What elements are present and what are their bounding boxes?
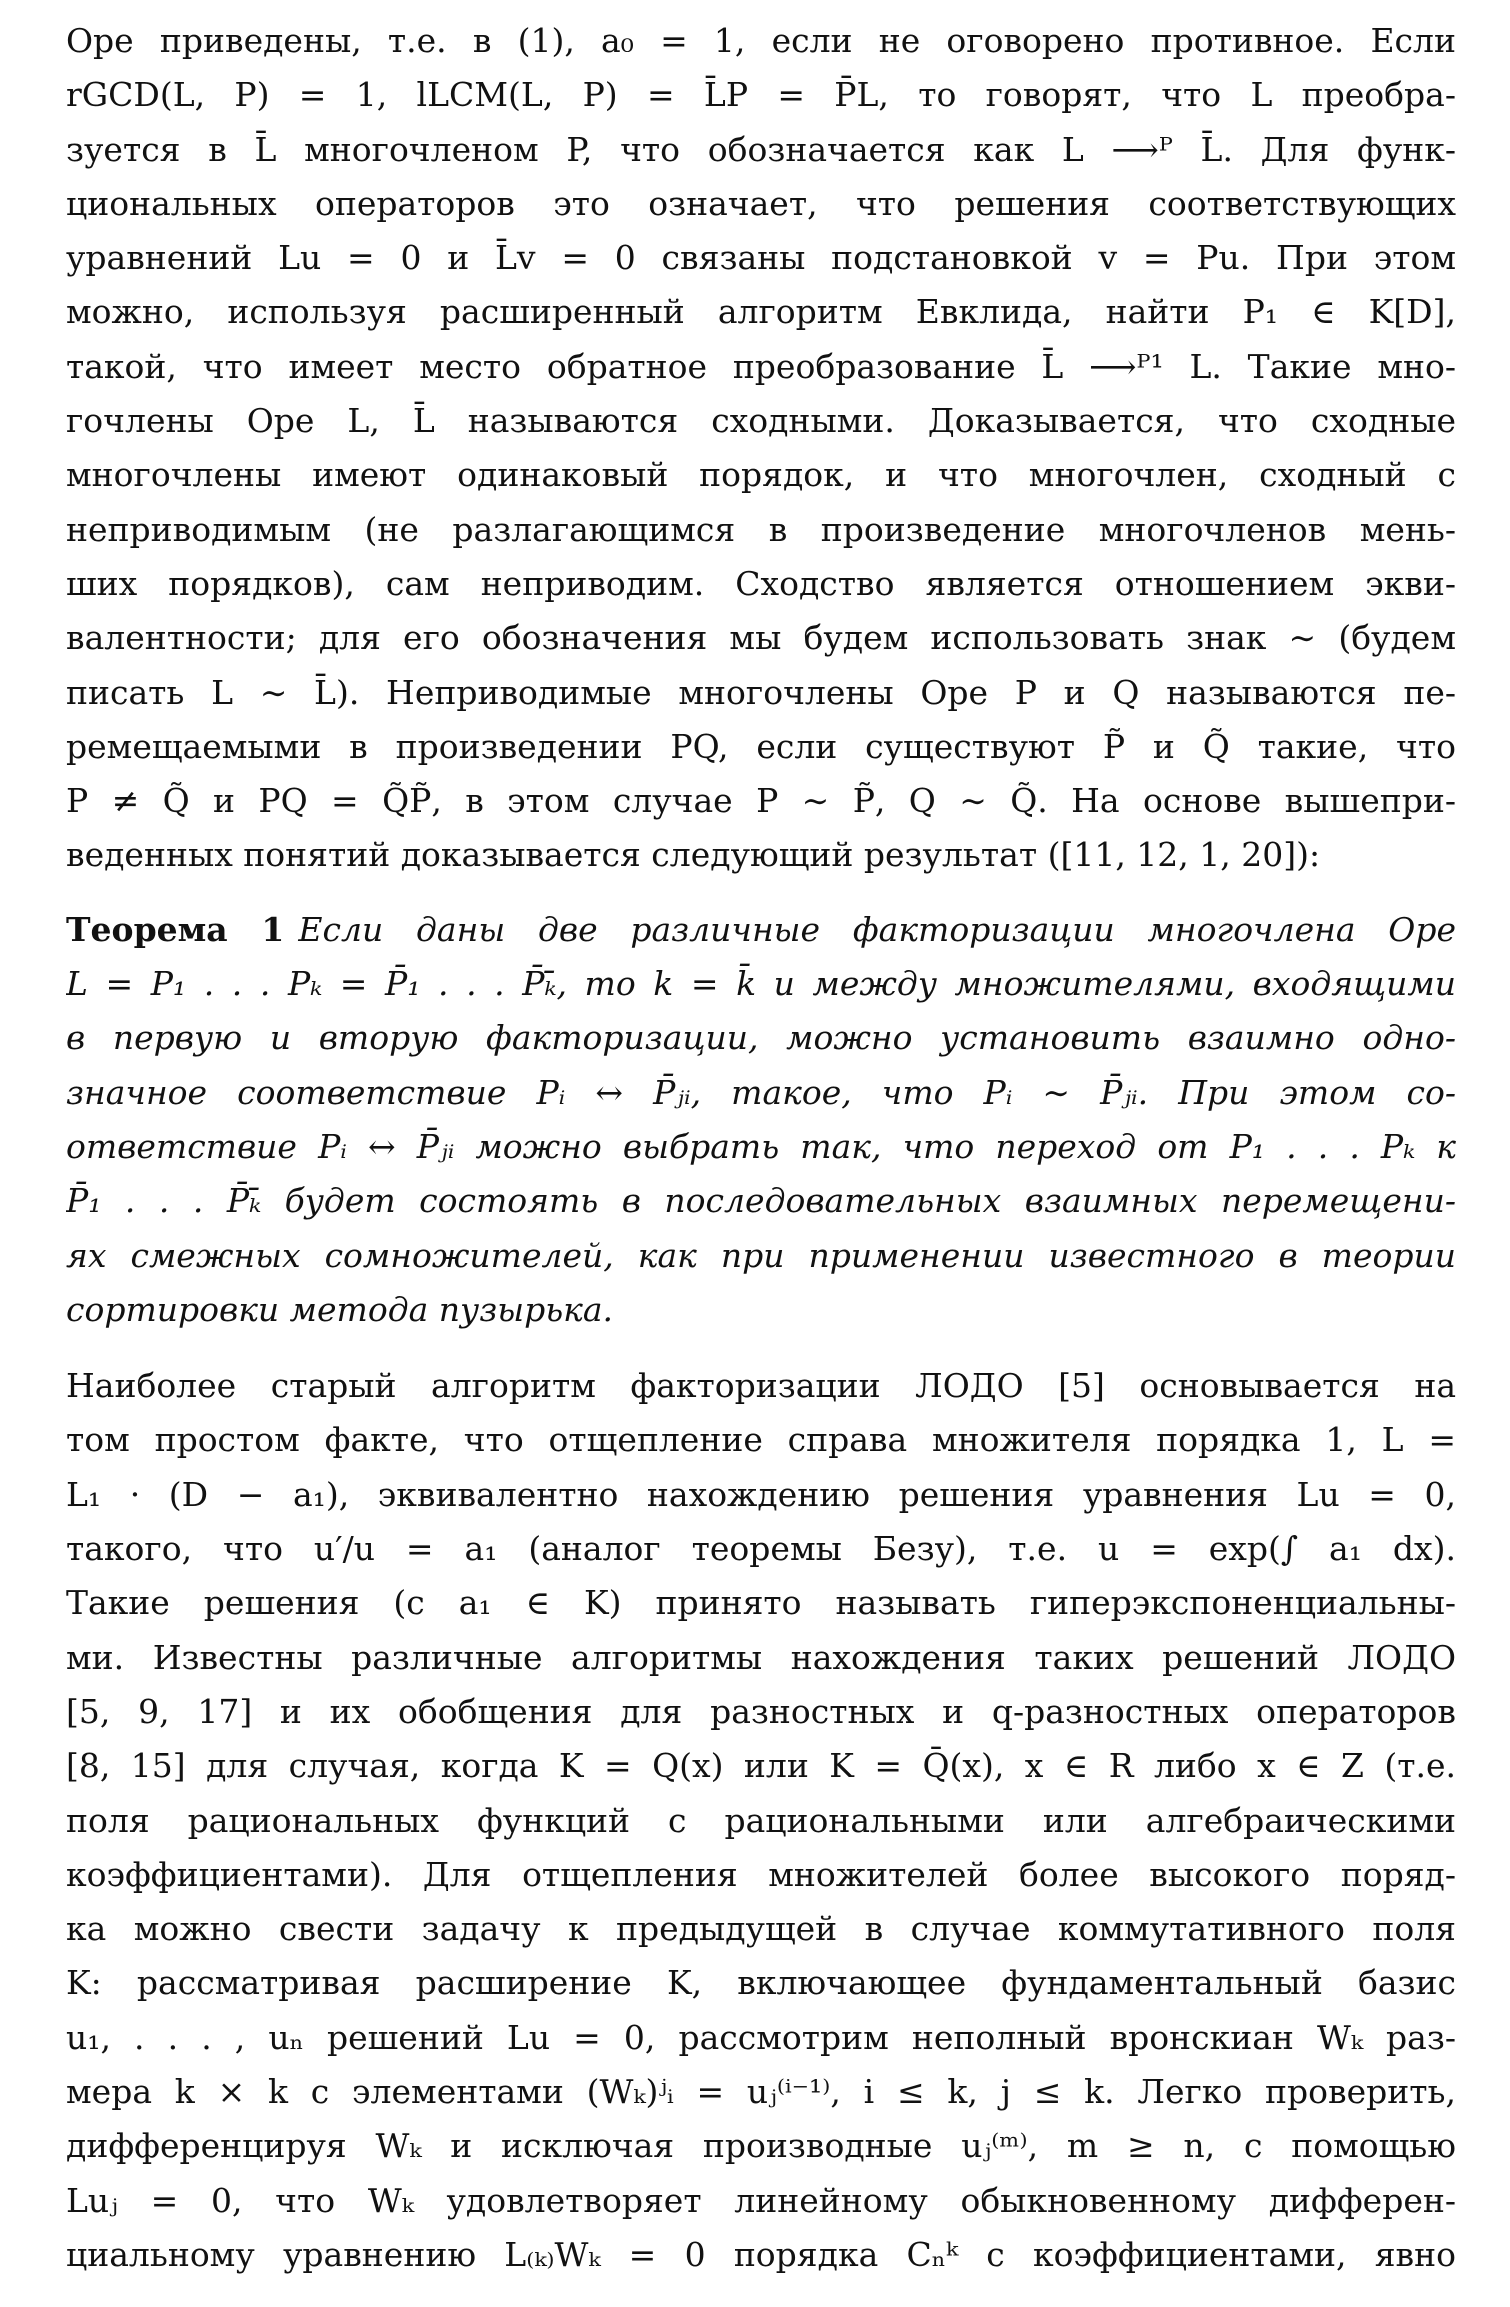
theorem-line: сортировки метода пузырька. [66, 1289, 614, 1329]
theorem-1 [66, 903, 1456, 1337]
text-line: циальному уравнению L₍ₖ₎Wₖ = 0 порядка Cₙᵏ с коэффициентами, явно [66, 2234, 1456, 2274]
text-line: K: рассматривая расширение K, включающее фундаментальный базис [66, 1963, 1456, 2003]
text-line: такой, что имеет место обратное преобразование L̄ ⟶ᴾ¹ L. Такие мно- [66, 346, 1456, 386]
text-line: мера k × k с элементами (Wₖ)ʲᵢ = uⱼ⁽ⁱ⁻¹⁾, i ≤ k, j ≤ k. Легко проверить, [66, 2071, 1456, 2111]
text-line: Наиболее старый алгоритм факторизации ЛОДО [5] основывается на [66, 1366, 1456, 1406]
text-line: писать L ∼ L̄). Неприводимые многочлены Оре P и Q называются пе- [66, 672, 1456, 712]
text-line: уравнений Lu = 0 и L̄v = 0 связаны подстановкой v = Pu. При этом [66, 238, 1456, 278]
text-line: [8, 15] для случая, когда K = Q(x) или K = Q̄(x), x ∈ R либо x ∈ Z (т.е. [66, 1746, 1456, 1786]
text-line: валентности; для его обозначения мы будем использовать знак ∼ (будем [66, 618, 1456, 658]
text-line: L₁ · (D − a₁), эквивалентно нахождению решения уравнения Lu = 0, [66, 1474, 1456, 1514]
theorem-line: значное соответствие Pᵢ ↔ P̄ⱼᵢ, такое, что Pᵢ ∼ P̄ⱼᵢ. При этом со- [66, 1072, 1456, 1112]
document-page [66, 14, 1456, 2282]
text-line: ших порядков), сам неприводим. Сходство является отношением экви- [66, 563, 1456, 603]
theorem-line: L = P₁ . . . Pₖ = P̄₁ . . . P̄ₖ̄, то k = k̄ и между множителями, входящими [66, 964, 1456, 1004]
theorem-first-line [66, 903, 1456, 957]
text-line: коэффициентами). Для отщепления множителей более высокого поряд- [66, 1854, 1456, 1894]
text-line: веденных понятий доказывается следующий результат ([11, 12, 1, 20]): [66, 835, 1321, 875]
theorem-heading: Теорема 1 [66, 909, 285, 949]
text-line: циональных операторов это означает, что решения соответствующих [66, 183, 1456, 223]
text-line: ремещаемыми в произведении PQ, если существуют P̃ и Q̃ такие, что [66, 726, 1456, 766]
text-line: можно, используя расширенный алгоритм Евклида, найти P₁ ∈ K[D], [66, 292, 1456, 332]
text-line: многочлены имеют одинаковый порядок, и что многочлен, сходный с [66, 455, 1456, 495]
text-line: Оре приведены, т.е. в (1), a₀ = 1, если не оговорено противное. Если [66, 21, 1456, 60]
text-line: ми. Известны различные алгоритмы нахождения таких решений ЛОДО [66, 1637, 1456, 1677]
text-line: P ≠ Q̃ и PQ = Q̃P̃, в этом случае P ∼ P̃, Q ∼ Q̃. На основе вышепри- [66, 781, 1456, 821]
text-line: неприводимым (не разлагающимся в произведение многочленов мень- [66, 509, 1456, 549]
text-line: Luⱼ = 0, что Wₖ удовлетворяет линейному обыкновенному дифферен- [66, 2180, 1456, 2220]
text-line: дифференцируя Wₖ и исключая производные uⱼ⁽ᵐ⁾, m ≥ n, с помощью [66, 2126, 1456, 2166]
paragraph-factorization [66, 1359, 1456, 2282]
theorem-line: P̄₁ . . . P̄ₖ̄ будет состоять в последовательных взаимных перемещени- [66, 1181, 1456, 1221]
text-line: поля рациональных функций с рациональными или алгебраическими [66, 1800, 1456, 1840]
text-line: том простом факте, что отщепление справа множителя порядка 1, L = [66, 1420, 1456, 1460]
text-line: зуется в L̄ многочленом P, что обозначается как L ⟶ᴾ L̄. Для функ- [66, 129, 1456, 169]
text-line: [5, 9, 17] и их обобщения для разностных и q-разностных операторов [66, 1691, 1456, 1731]
text-line: u₁, . . . , uₙ решений Lu = 0, рассмотрим неполный вронскиан Wₖ раз- [66, 2017, 1456, 2057]
text-line: Такие решения (с a₁ ∈ K) принято называть гиперэкспоненциальны- [66, 1583, 1456, 1623]
text-line: гочлены Оре L, L̄ называются сходными. Доказывается, что сходные [66, 401, 1456, 441]
text-line: такого, что u′/u = a₁ (аналог теоремы Безу), т.е. u = exp(∫ a₁ dx). [66, 1529, 1456, 1569]
text-line: ка можно свести задачу к предыдущей в случае коммутативного поля [66, 1909, 1456, 1949]
theorem-line: ях смежных сомножителей, как при применении известного в теории [66, 1235, 1456, 1275]
paragraph-similarity [66, 14, 1456, 883]
theorem-line: в первую и вторую факторизации, можно установить взаимно одно- [66, 1018, 1456, 1058]
theorem-line: ответствие Pᵢ ↔ P̄ⱼᵢ можно выбрать так, что переход от P₁ . . . Pₖ к [66, 1126, 1456, 1166]
text-line: rGCD(L, P) = 1, lLCM(L, P) = L̄P = P̄L, то говорят, что L преобра- [66, 75, 1456, 115]
theorem-text: Если даны две различные факторизации многочлена Оре [298, 909, 1456, 949]
